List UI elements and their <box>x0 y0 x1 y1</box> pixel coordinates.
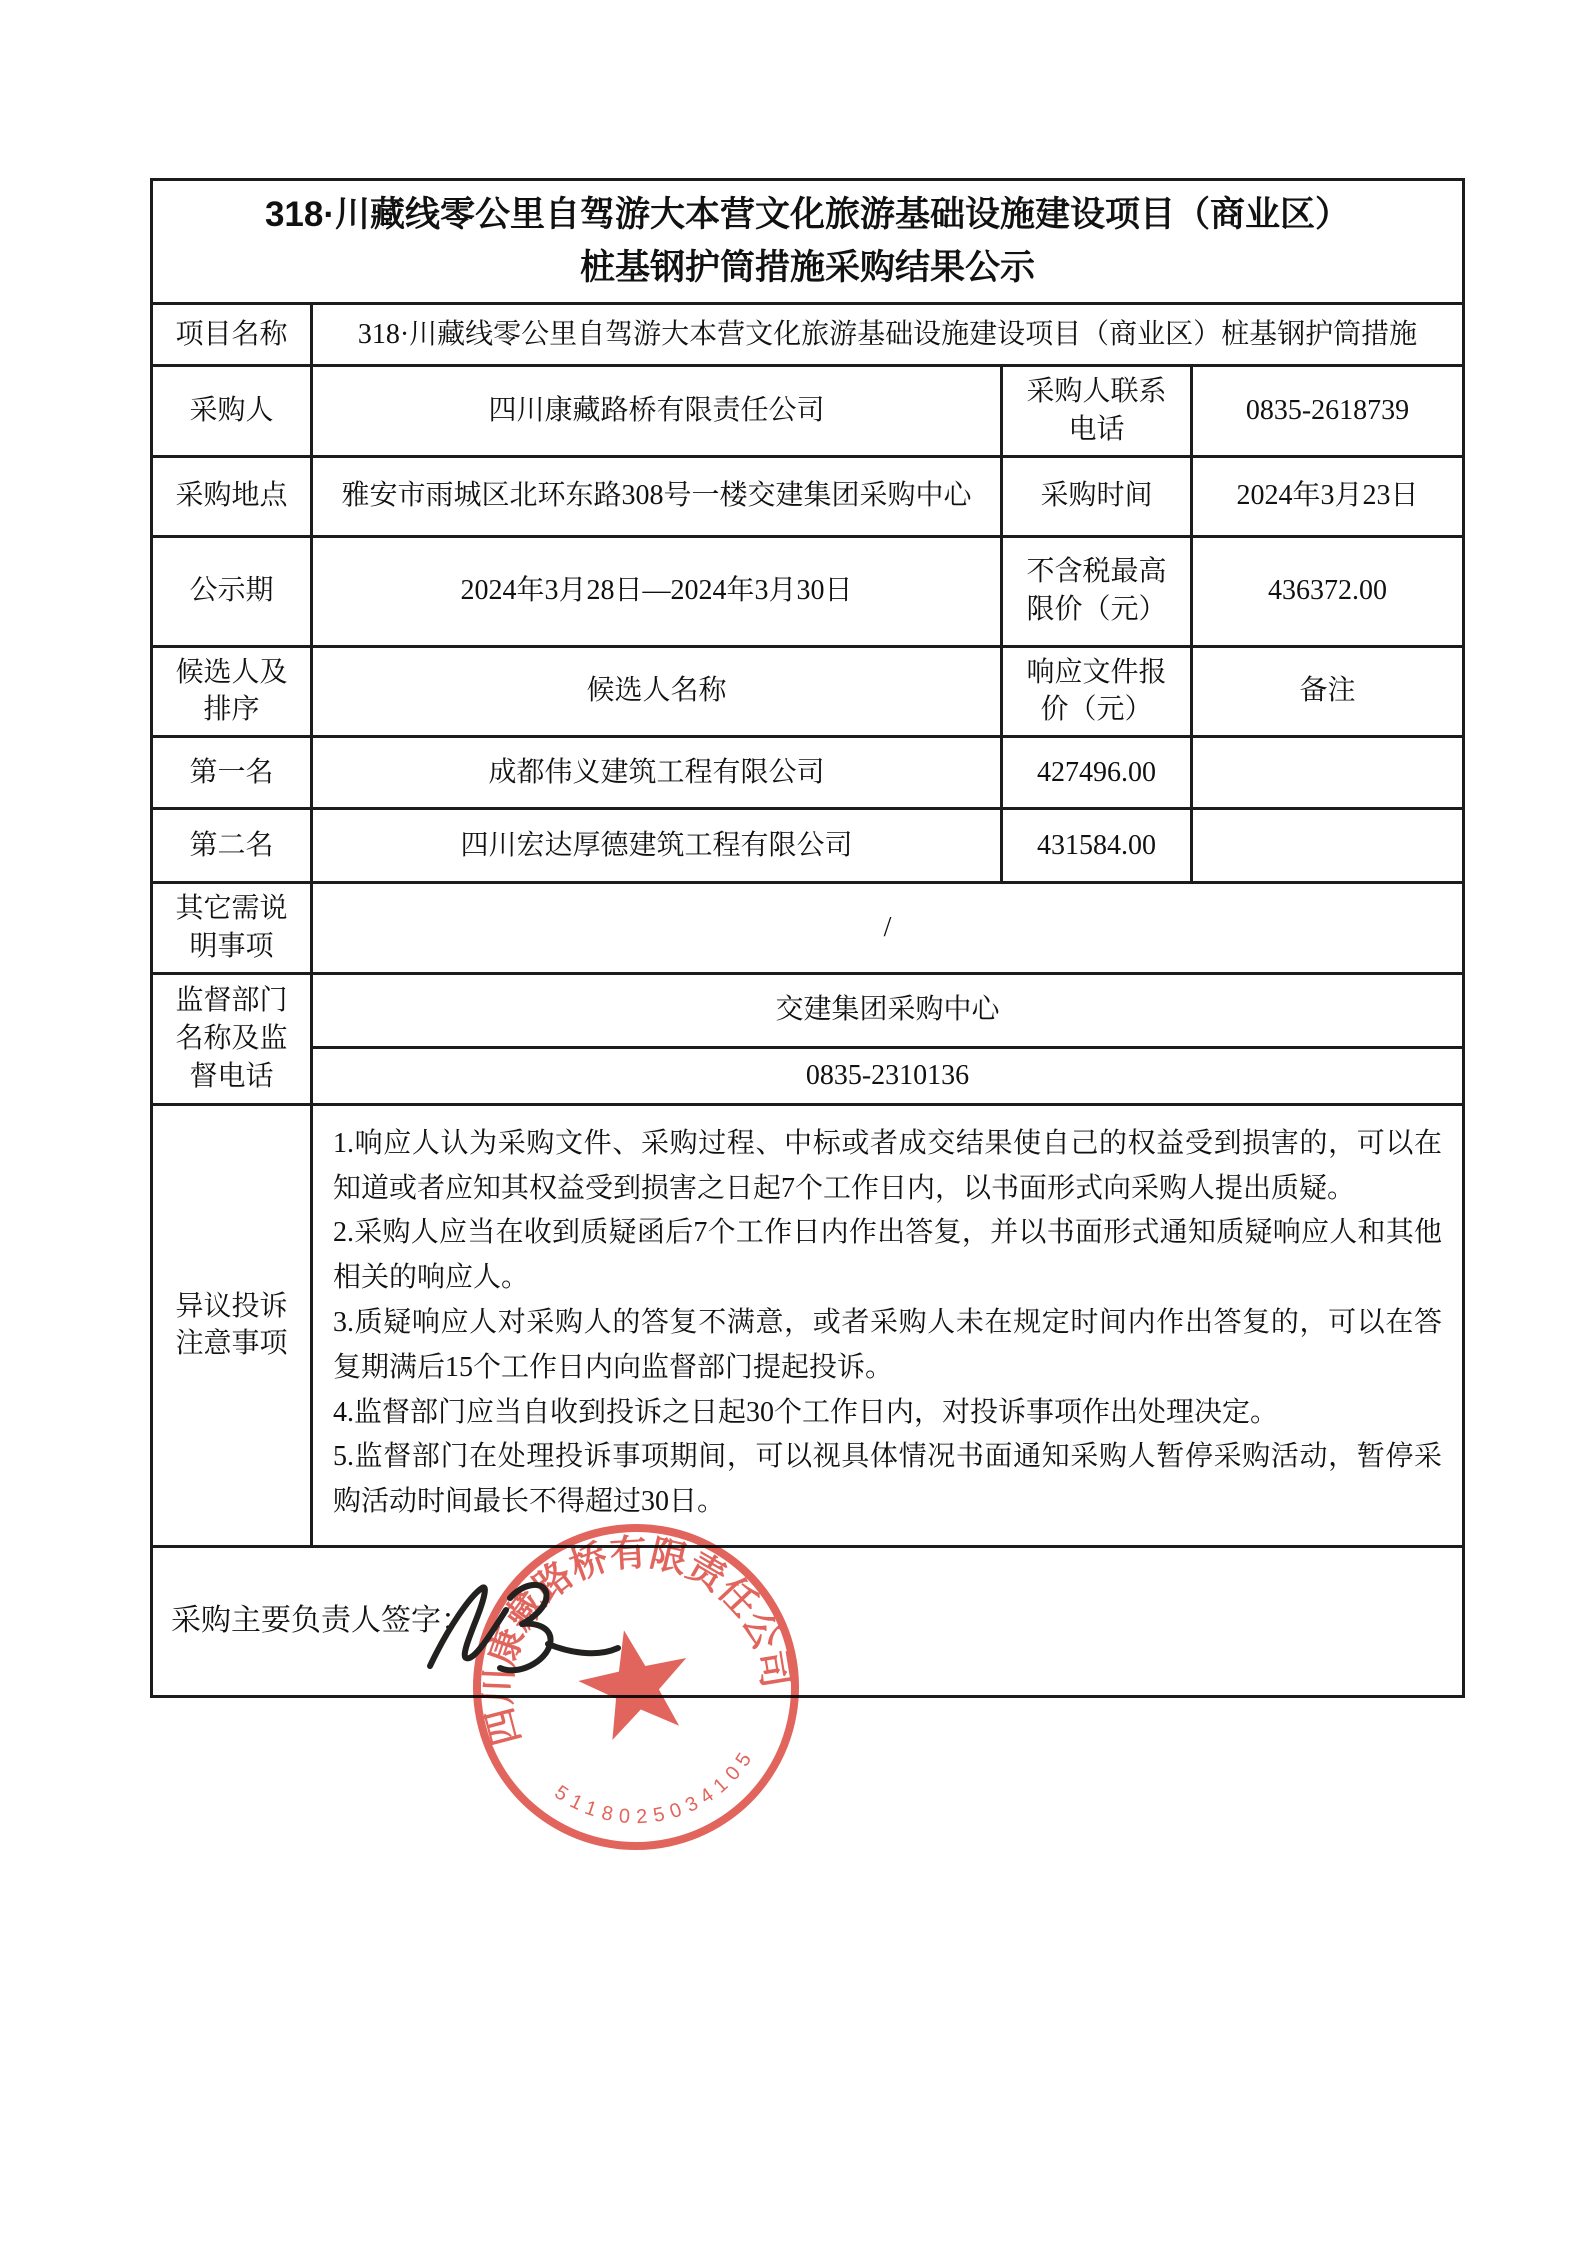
candidates-header-label: 候选人及排序 <box>152 646 312 737</box>
publicity-period-label: 公示期 <box>152 536 312 646</box>
document-title <box>152 180 1464 304</box>
signature-scribble <box>418 1548 648 1708</box>
signature-label: 采购主要负责人签字： <box>171 1604 471 1638</box>
supervision-phone-value: 0835-2310136 <box>312 1047 1464 1104</box>
max-price-value: 436372.00 <box>1192 536 1464 646</box>
location-label: 采购地点 <box>152 456 312 536</box>
candidate-rank: 第二名 <box>152 809 312 883</box>
candidate-price: 431584.00 <box>1002 809 1192 883</box>
candidate-name-header: 候选人名称 <box>312 646 1002 737</box>
candidate-price: 427496.00 <box>1002 737 1192 809</box>
objection-item-2: 2.采购人应当在收到质疑函后7个工作日内作出答复，并以书面形式通知质疑响应人和其他相关的响应人。 <box>333 1217 1442 1294</box>
other-notes-label: 其它需说明事项 <box>152 883 312 974</box>
purchase-time-label: 采购时间 <box>1002 456 1192 536</box>
table-row <box>152 809 1464 883</box>
project-name-value: 318·川藏线零公里自驾游大本营文化旅游基础设施建设项目（商业区）桩基钢护筒措施 <box>312 304 1464 366</box>
supervision-label: 监督部门名称及监督电话 <box>152 973 312 1104</box>
seal-company-text: 四川康藏路桥有限责任公司 <box>477 1531 797 1750</box>
purchaser-value: 四川康藏路桥有限责任公司 <box>312 366 1002 457</box>
document-title-line2: 桩基钢护筒措施采购结果公示 <box>579 247 1035 287</box>
seal-serial-number: 5118025034105 <box>550 1743 760 1829</box>
purchaser-label: 采购人 <box>152 366 312 457</box>
purchaser-phone-value: 0835-2618739 <box>1192 366 1464 457</box>
signature-row <box>152 1531 1464 1829</box>
max-price-label: 不含税最高限价（元） <box>1002 536 1192 646</box>
candidate-remark <box>1192 737 1464 809</box>
document-title-line1: 318·川藏线零公里自驾游大本营文化旅游基础设施建设项目（商业区） <box>264 195 1351 234</box>
candidate-remark-header: 备注 <box>1192 646 1464 737</box>
objection-item-4: 4.监督部门应当自收到投诉之日起30个工作日内，对投诉事项作出处理决定。 <box>333 1396 1279 1428</box>
purchaser-phone-label: 采购人联系电话 <box>1002 366 1192 457</box>
objection-item-3: 3.质疑响应人对采购人的答复不满意，或者采购人未在规定时间内作出答复的，可以在答复期满后15个工作日内向监督部门提起投诉。 <box>333 1306 1442 1383</box>
objection-label: 异议投诉注意事项 <box>152 1104 312 1546</box>
table-row <box>152 737 1464 809</box>
location-value: 雅安市雨城区北环东路308号一楼交建集团采购中心 <box>312 456 1002 536</box>
candidate-price-header: 响应文件报价（元） <box>1002 646 1192 737</box>
candidate-remark <box>1192 809 1464 883</box>
candidate-rank: 第一名 <box>152 737 312 809</box>
objection-notice <box>312 1104 1464 1546</box>
objection-item-1: 1.响应人认为采购文件、采购过程、中标或者成交结果使自己的权益受到损害的，可以在知道或者应知其权益受到损害之日起7个工作日内，以书面形式向采购人提出质疑。 <box>333 1127 1442 1204</box>
other-notes-value: / <box>312 883 1464 974</box>
supervision-dept-value: 交建集团采购中心 <box>312 973 1464 1047</box>
publicity-period-value: 2024年3月28日—2024年3月30日 <box>312 536 1002 646</box>
candidate-name: 成都伟义建筑工程有限公司 <box>312 737 1002 809</box>
project-name-label: 项目名称 <box>152 304 312 366</box>
purchase-time-value: 2024年3月23日 <box>1192 456 1464 536</box>
objection-item-5: 5.监督部门在处理投诉事项期间，可以视具体情况书面通知采购人暂停采购活动，暂停采购活动时间最长不得超过30日。 <box>333 1441 1442 1518</box>
candidate-name: 四川宏达厚德建筑工程有限公司 <box>312 809 1002 883</box>
procurement-result-table <box>150 178 1465 1829</box>
